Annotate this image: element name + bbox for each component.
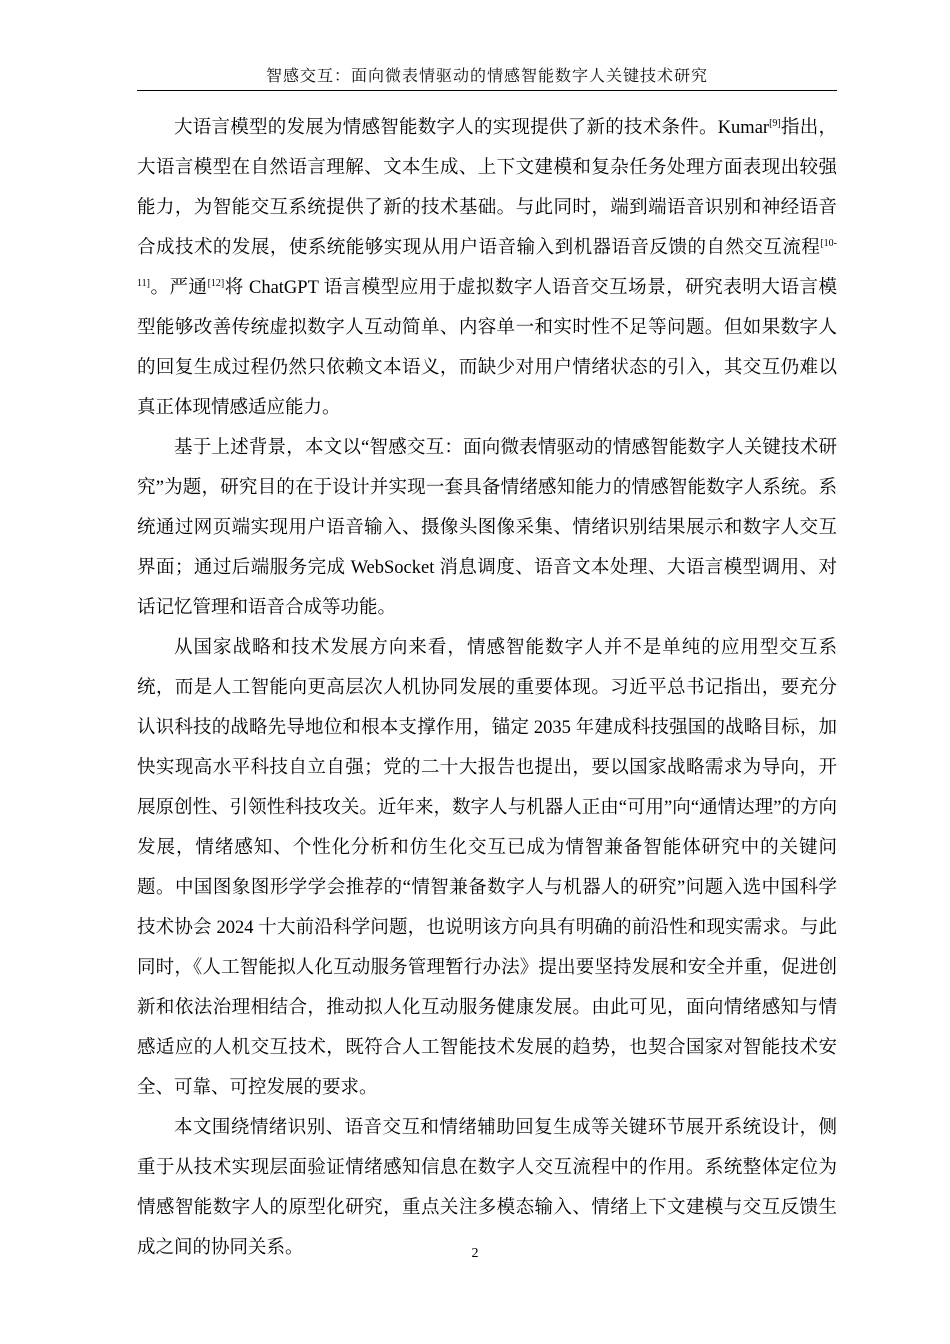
paragraph-research-goal: 基于上述背景，本文以“智感交互：面向微表情驱动的情感智能数字人关键技术研究”为题，研究目的在于设计并实现一套具备情绪感知能力的情感智能数字人系统。系统通过网页端实现用户语音输入、摄像头图像采集、情绪识别结果展示和数字人交互界面；通过后端服务完成 WebSocket 消息调度、语音文本处理、大语言模型调用、对话记忆管理和语音合成等功能。 — [137, 438, 837, 618]
paragraph-system-design: 本文围绕情绪识别、语音交互和情绪辅助回复生成等关键环节展开系统设计，侧重于从技术实现层面验证情绪感知信息在数字人交互流程中的作用。系统整体定位为情感智能数字人的原型化研究，重点关注多模态输入、情绪上下文建模与交互反馈生成之间的协同关系。 — [137, 1118, 837, 1258]
paragraph-text: 将 ChatGPT 语言模型应用于虚拟数字人语音交互场景，研究表明大语言模型能够改善传统虚拟数字人互动简单、内容单一和实时性不足等问题。但如果数字人的回复生成过程仍然只依赖文本语义，而缺少对用户情绪状态的引入，其交互仍难以真正体现情感适应能力。 — [137, 278, 837, 418]
paragraph-national-strategy: 从国家战略和技术发展方向来看，情感智能数字人并不是单纯的应用型交互系统，而是人工智能向更高层次人机协同发展的重要体现。习近平总书记指出，要充分认识科技的战略先导地位和根本支撑作用，锚定 2035 年建成科技强国的战略目标，加快实现高水平科技自立自强；党的二十大报告也提出，要以国家战略需求为导向，开展原创性、引领性科技攻关。近年来，数字人与机器人正由“可用”向“通情达理”的方向发展，情绪感知、个性化分析和仿生化交互已成为情智兼备智能体研究中的关键问题。中国图象图形学学会推荐的“情智兼备数字人与机器人的研究”问题入选中国科学技术协会 2024 十大前沿科学问题，也说明该方向具有明确的前沿性和现实需求。与此同时，《人工智能拟人化互动服务管理暂行办法》提出要坚持发展和安全并重，促进创新和依法治理相结合，推动拟人化互动服务健康发展。由此可见，面向情绪感知与情感适应的人机交互技术，既符合人工智能技术发展的趋势，也契合国家对智能技术安全、可靠、可控发展的要求。 — [137, 638, 837, 1098]
page-number: 2 — [471, 1246, 479, 1261]
paragraph-text: 。严通 — [149, 278, 208, 298]
citation-ref: [9] — [769, 118, 781, 129]
paragraph-llm-background — [137, 108, 837, 428]
paragraph-text: 大语言模型的发展为情感智能数字人的实现提供了新的技术条件。Kumar — [174, 118, 770, 138]
running-header: 智感交互：面向微表情驱动的情感智能数字人关键技术研究 — [265, 68, 708, 85]
header-rule — [137, 90, 837, 91]
paragraph-text: 指出，大语言模型在自然语言理解、文本生成、上下文建模和复杂任务处理方面表现出较强能力，为智能交互系统提供了新的技术基础。与此同时，端到端语音识别和神经语音合成技术的发展，使系统能够实现从用户语音输入到机器语音反馈的自然交互流程 — [137, 118, 837, 258]
citation-ref: [12] — [207, 278, 225, 289]
citation-ref: [10-11] — [137, 238, 837, 289]
body-text — [137, 108, 837, 1268]
